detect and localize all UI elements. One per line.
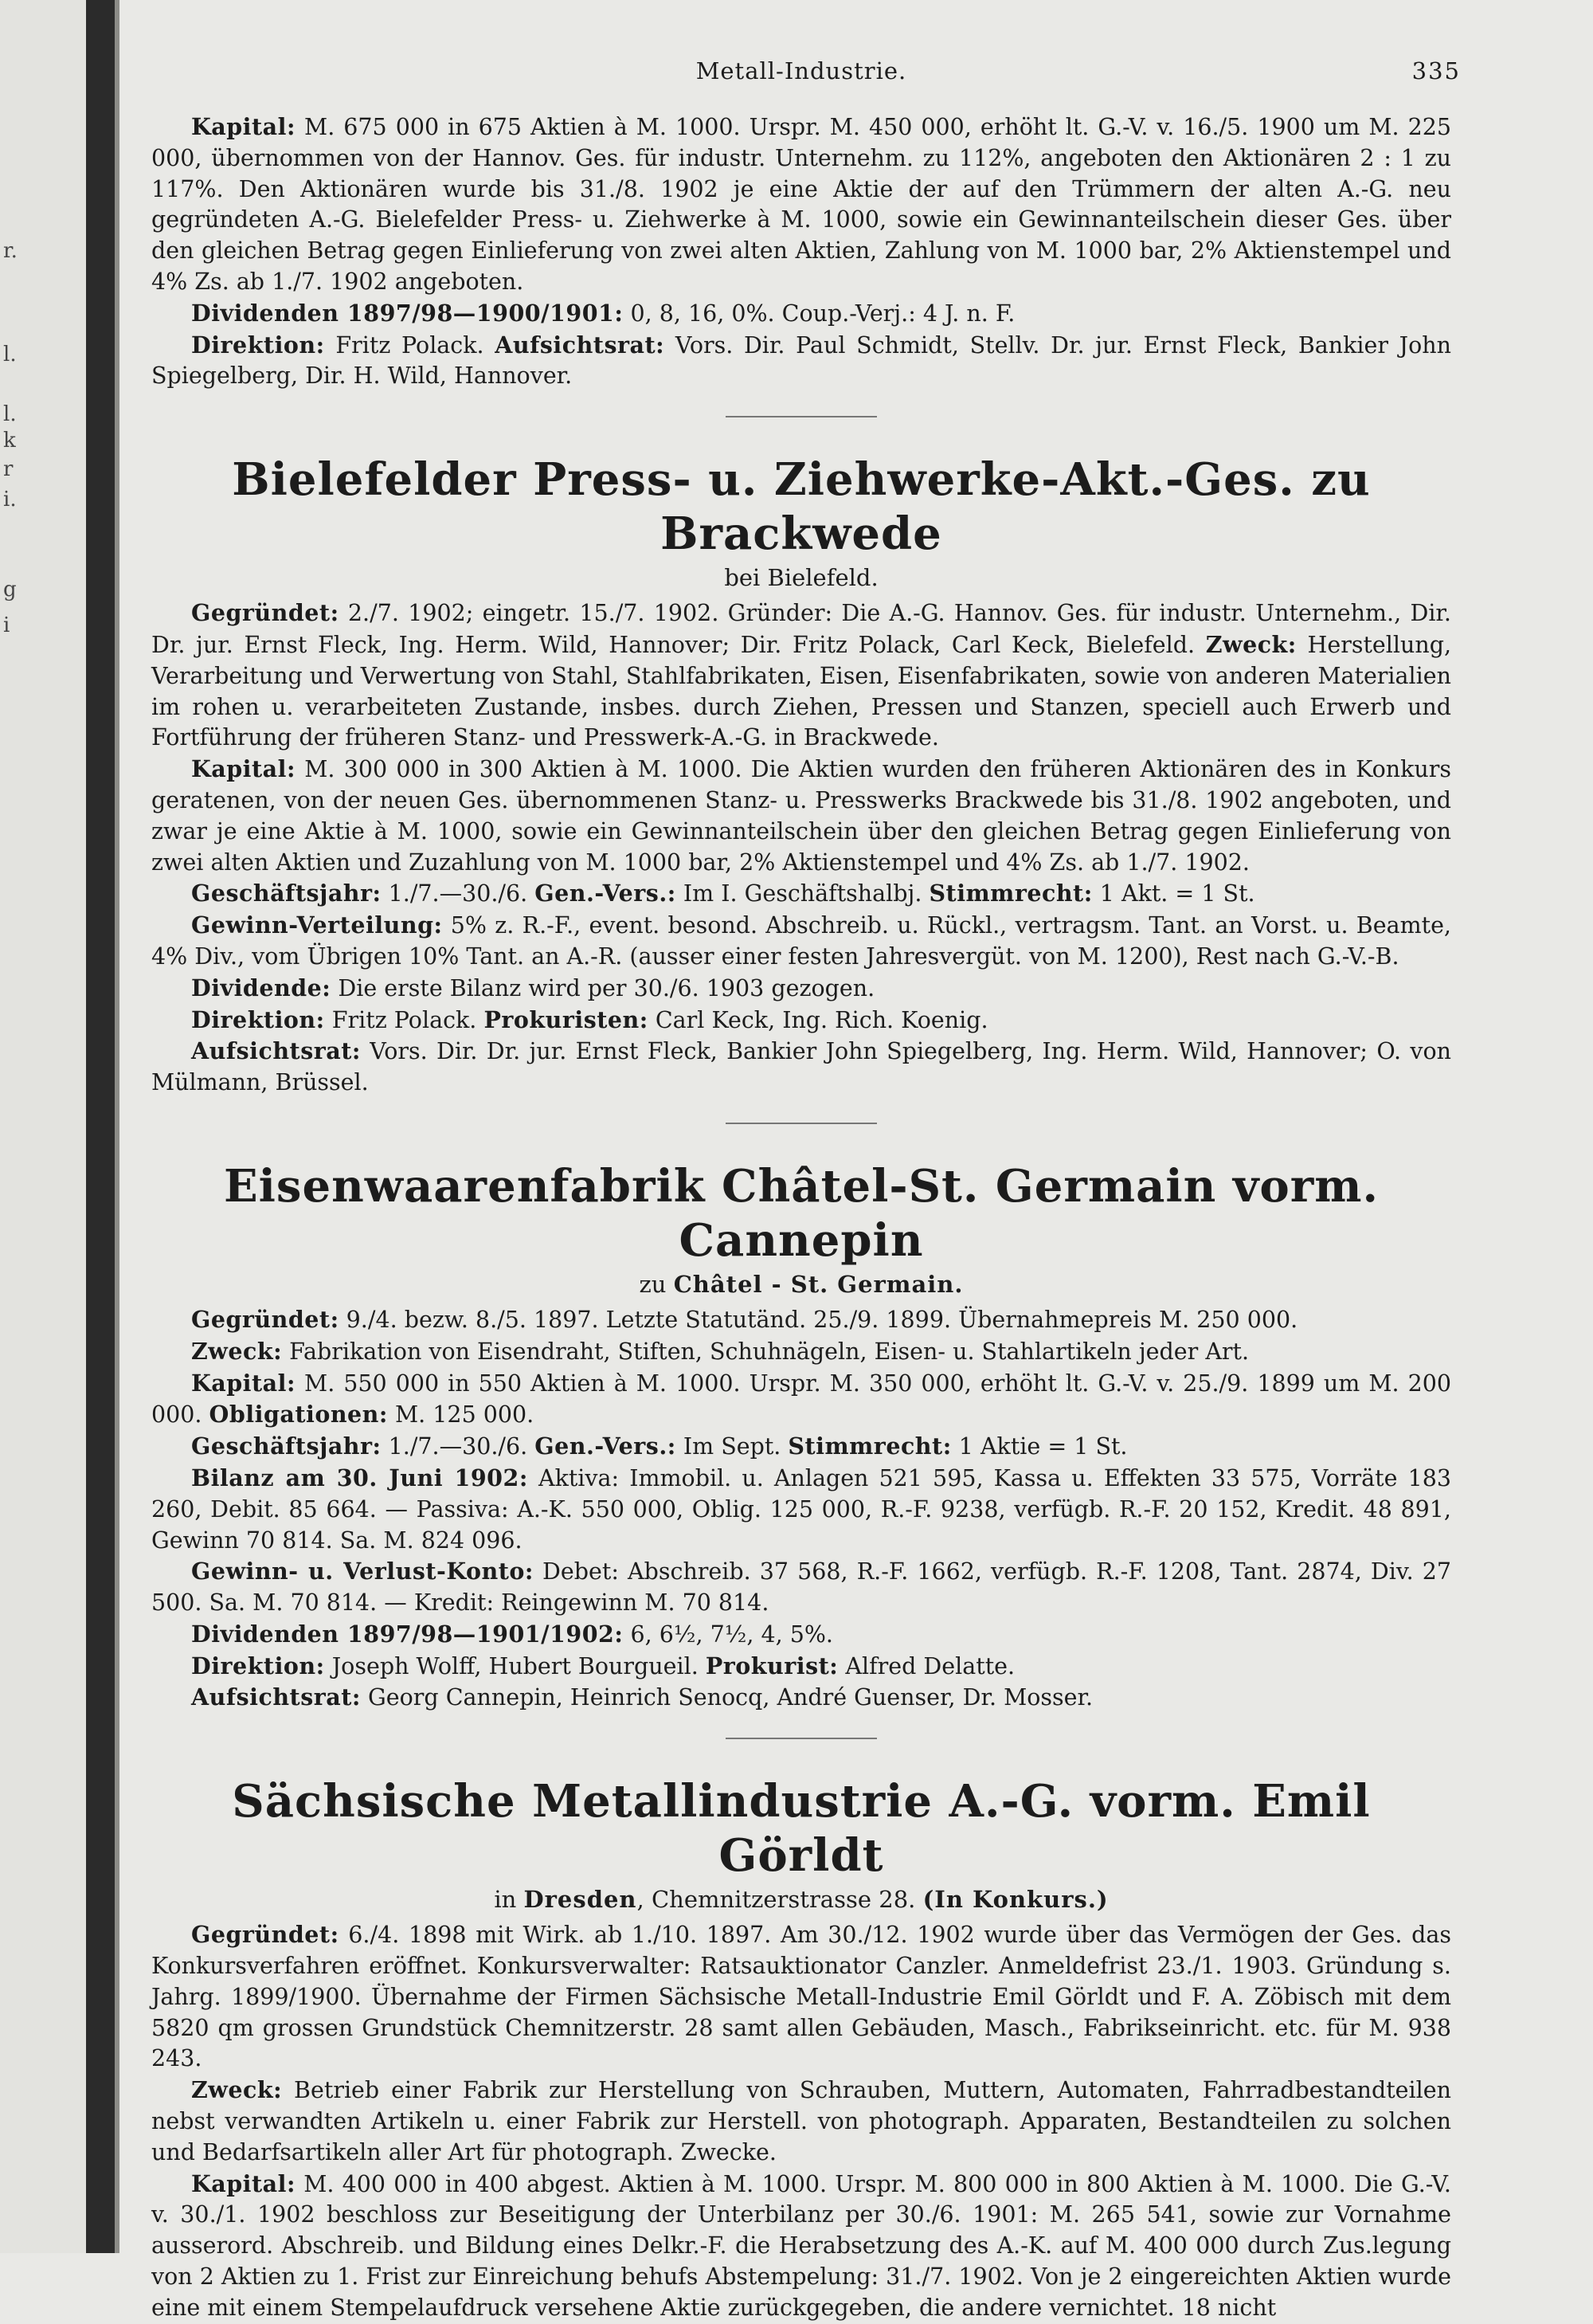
field-text: M. 675 000 in 675 Aktien à M. 1000. Urspr. M. 450 000, erhöht lt. G.-V. v. 16./5. 1900 um M. 225 000, übernommen von der Hannov. Ges. für industr. Unternehm. zu 112%, angeboten den Aktionären 2 : 1 zu 117%. Den Aktionären wurde bis 31./8. 1902 je eine Aktie der auf den Trümmern der alten A.-G. neu gegründeten A.-G. Bielefelder Press- u. Ziehwerke à M. 1000, sowie ein Gewinnanteilschein dieser Ges. über den gleichen Betrag gegen Einlieferung von zwei alten Aktien, Zahlung von M. 1000 bar, 2% Aktienstempel und 4% Zs. ab 1./7. 1902 angeboten. [151, 114, 1451, 295]
field-label: Gen.-Vers.: [534, 880, 676, 907]
book-spine-shadow [86, 0, 115, 2253]
running-title: Metall-Industrie. [695, 57, 907, 84]
field-label: Dividenden 1897/98—1900/1901: [191, 299, 624, 327]
company-title: Sächsische Metallindustrie A.-G. vorm. Emil Görldt [232, 1775, 1371, 1883]
field-label: Aufsichtsrat: [191, 1037, 361, 1065]
field-text: 1./7.—30./6. [381, 1433, 535, 1460]
field-label: Gegründet: [191, 1305, 339, 1333]
entry-paragraph [151, 2075, 1451, 2168]
entry-paragraph [151, 1682, 1451, 1714]
entries-container [151, 112, 1451, 2324]
field-text: 5% z. R.-F., event. besond. Abschreib. u. Rückl., vertragsm. Tant. an Vorst. u. Beamte, 4% Div., vom Übrigen 10% Tant. an A.-R. (ausser einer festen Jahresvergüt. von M. 1200), Rest nach G.-V.-B. [151, 912, 1451, 970]
field-text: Joseph Wolff, Hubert Bourgueil. [324, 1652, 706, 1679]
field-text: 9./4. bezw. 8./5. 1897. Letzte Statutänd. 25./9. 1899. Übernahmepreis M. 250 000. [339, 1306, 1298, 1333]
running-header [151, 56, 1461, 92]
field-label: Dividenden 1897/98—1901/1902: [191, 1620, 624, 1648]
field-text: 1 Aktie = 1 St. [951, 1433, 1128, 1460]
entry-paragraph [151, 878, 1451, 910]
field-label: Zweck: [191, 1337, 283, 1365]
field-label: Gen.-Vers.: [534, 1432, 676, 1460]
field-label: Kapital: [191, 113, 296, 140]
field-label: Obligationen: [209, 1401, 388, 1428]
document-page [151, 56, 1461, 2324]
location-emphasis: (In Konkurs.) [922, 1886, 1109, 1914]
company-location [151, 562, 1451, 593]
entry-paragraph [151, 2169, 1451, 2324]
section-divider [726, 1738, 877, 1739]
entry-paragraph [151, 1651, 1451, 1683]
entry-paragraph [151, 973, 1451, 1005]
margin-fragment: r. [3, 239, 18, 263]
location-text: zu [639, 1270, 674, 1298]
section-divider [726, 416, 877, 417]
company-title: Eisenwaarenfabrik Châtel-St. Germain vorm. Cannepin [223, 1159, 1380, 1267]
field-label: Gewinn-Verteilung: [191, 911, 443, 939]
entry-paragraph [151, 1431, 1451, 1463]
entry-paragraph [151, 754, 1451, 878]
field-text: 0, 8, 16, 0%. Coup.-Verj.: 4 J. n. F. [623, 300, 1016, 327]
field-label: Gegründet: [191, 1921, 339, 1949]
margin-fragment: r [3, 457, 14, 481]
field-text: 6./4. 1898 mit Wirk. ab 1./10. 1897. Am 30./12. 1902 wurde über das Vermögen der Ges. das Konkursverfahren eröffnet. Konkursverwalter: Ratsauktionator Canzler. Anmeldefrist 23./1. 1903. Gründung s. Jahrg. 1899/1900. Übernahme der Firmen Sächsische Metall-Industrie Emil Görldt und F. A. Zöbisch mit dem 5820 qm grossen Grundstück Chemnitzerstr. 28 samt allen Gebäuden, Masch., Fabrikseinricht. etc. für M. 938 243. [151, 1922, 1451, 2072]
entry-paragraph [151, 910, 1451, 973]
field-label: Gewinn- u. Verlust-Konto: [191, 1558, 534, 1585]
company-entry [151, 1738, 1451, 2323]
field-text: 1 Akt. = 1 St. [1092, 880, 1255, 907]
company-entry [151, 112, 1451, 392]
margin-fragment: i [3, 613, 10, 637]
field-text: 2./7. 1902; eingetr. 15./7. 1902. Gründer: Die A.-G. Hannov. Ges. für industr. Unternehm., Dir. Dr. jur. Ernst Fleck, Ing. Herm. Wild, Hannover; Dir. Fritz Polack, Carl Keck, Bielefeld. [151, 600, 1451, 658]
margin-fragment: i. [3, 488, 17, 511]
field-text: M. 400 000 in 400 abgest. Aktien à M. 1000. Urspr. M. 800 000 in 800 Aktien à M. 1000. Die G.-V. v. 30./1. 1902 beschloss zur Beseitigung der Unterbilanz per 30./6. 1901: M. 265 541, sowie zur Vornahme ausserord. Abschreib. und Bildung eines Delkr.-F. die Herabsetzung des A.-K. auf M. 400 000 durch Zus.legung von 2 Aktien zu 1. Frist zur Einreichung behufs Abstempelung: 31./7. 1902. Von je 2 eingereichten Aktien wurde eine mit einem Stempelaufdruck versehene Aktie zurückgegeben, die andere vernichtet. 18 nicht [151, 2170, 1451, 2321]
location-text: , Chemnitzerstrasse 28. [636, 1886, 923, 1914]
location-text: bei Bielefeld. [724, 564, 879, 592]
entry-paragraph [151, 1368, 1451, 1432]
page-number: 335 [1411, 57, 1461, 84]
field-text: Debet: Abschreib. 37 568, R.-F. 1662, verfügb. R.-F. 1208, Tant. 2874, Div. 27 500. Sa. M. 70 814. — Kredit: Reingewinn M. 70 814. [151, 1558, 1451, 1617]
field-text: M. 550 000 in 550 Aktien à M. 1000. Urspr. M. 350 000, erhöht lt. G.-V. v. 25./9. 1899 um M. 200 000. [151, 1370, 1451, 1428]
margin-fragment: g [3, 578, 17, 602]
company-title: Bielefelder Press- u. Ziehwerke-Akt.-Ges. zu Brackwede [232, 453, 1371, 561]
margin-fragment: l. [3, 402, 17, 426]
entry-paragraph [151, 1463, 1451, 1556]
entry-paragraph [151, 112, 1451, 298]
entry-paragraph [151, 1336, 1451, 1368]
spine-edge [115, 0, 119, 2253]
field-label: Stimmrecht: [929, 880, 1093, 907]
entry-paragraph [151, 330, 1451, 393]
location-text: in [494, 1886, 524, 1914]
field-text: Im I. Geschäftshalbj. [675, 880, 930, 907]
location-emphasis: Dresden [523, 1886, 637, 1914]
field-label: Kapital: [191, 1369, 296, 1397]
field-label: Prokurist: [705, 1652, 839, 1679]
field-label: Direktion: [191, 1005, 325, 1033]
field-label: Gegründet: [191, 599, 339, 627]
field-label: Kapital: [191, 755, 296, 783]
entry-paragraph [151, 1005, 1451, 1037]
field-text: M. 300 000 in 300 Aktien à M. 1000. Die Aktien wurden den früheren Aktionären des in Konkurs geratenen, von der neuen Ges. übernommenen Stanz- u. Presswerks Brackwede bis 31./8. 1902 angeboten, und zwar je eine Aktie à M. 1000, sowie ein Gewinnanteilschein über den gleichen Betrag gegen Einlieferung von zwei alten Aktien und Zuzahlung von M. 1000 bar, 2% Aktienstempel und 4% Zs. ab 1./7. 1902. [151, 756, 1451, 876]
field-label: Direktion: [191, 331, 325, 359]
field-text: Aktiva: Immobil. u. Anlagen 521 595, Kassa u. Effekten 33 575, Vorräte 183 260, Debit. 85 664. — Passiva: A.-K. 550 000, Oblig. 125 000, R.-F. 9238, verfügb. R.-F. 20 152, Kredit. 48 891, Gewinn 70 814. Sa. M. 824 096. [151, 1464, 1451, 1554]
field-text: Carl Keck, Ing. Rich. Koenig. [648, 1006, 988, 1033]
field-text: M. 125 000. [387, 1401, 534, 1428]
field-text: Betrieb einer Fabrik zur Herstellung von Schrauben, Muttern, Automaten, Fahrradbestandteilen nebst verwandten Artikeln u. einer Fabrik zur Herstell. von photograph. Apparaten, Bestandteilen zu solchen und Bedarfsartikeln aller Art für photograph. Zwecke. [151, 2077, 1451, 2165]
field-text: Vors. Dir. Paul Schmidt, Stellv. Dr. jur. Ernst Fleck, Bankier John Spiegelberg, Dir. H. Wild, Hannover. [151, 331, 1451, 390]
field-label: Dividende: [191, 974, 331, 1001]
field-text: 6, 6½, 7½, 4, 5%. [623, 1621, 833, 1648]
entry-paragraph [151, 1304, 1451, 1336]
field-text: Fabrikation von Eisendraht, Stiften, Schuhnägeln, Eisen- u. Stahlartikeln jeder Art. [282, 1338, 1250, 1365]
section-divider [726, 1123, 877, 1124]
field-text: Herstellung, Verarbeitung und Verwertung von Stahl, Stahlfabrikaten, Eisen, Eisenfabrikaten, sowie von anderen Materialien im rohen u. verarbeiteten Zustande, insbes. durch Ziehen, Pressen und Stanzen, speciell auch Erwerb und Fortführung der früheren Stanz- und Presswerk-A.-G. in Brackwede. [151, 631, 1452, 751]
entry-paragraph [151, 1619, 1451, 1651]
field-label: Kapital: [191, 2169, 296, 2197]
entry-paragraph [151, 298, 1451, 330]
location-emphasis: Châtel - St. Germain. [673, 1270, 964, 1298]
company-entry [151, 1123, 1451, 1714]
field-label: Prokuristen: [483, 1005, 648, 1033]
entry-paragraph [151, 1036, 1451, 1099]
field-label: Geschäftsjahr: [191, 1432, 382, 1460]
field-label: Zweck: [1205, 630, 1297, 658]
margin-fragment: k [3, 429, 16, 453]
left-margin-prev-page [0, 0, 86, 2253]
field-label: Bilanz am 30. Juni 1902: [191, 1464, 528, 1491]
field-label: Direktion: [191, 1652, 325, 1679]
field-text: Fritz Polack. [324, 331, 495, 359]
field-label: Zweck: [191, 2076, 283, 2104]
company-entry [151, 416, 1451, 1099]
field-text: 1./7.—30./6. [381, 880, 535, 907]
field-text: Im Sept. [675, 1433, 789, 1460]
field-label: Stimmrecht: [788, 1432, 952, 1460]
field-text: Vors. Dir. Dr. jur. Ernst Fleck, Bankier John Spiegelberg, Ing. Herm. Wild, Hannover; O. von Mülmann, Brüssel. [151, 1038, 1451, 1096]
entry-paragraph [151, 1919, 1451, 2075]
entry-paragraph [151, 1556, 1451, 1619]
company-location [151, 1884, 1451, 1914]
field-label: Geschäftsjahr: [191, 880, 382, 907]
field-text: Georg Cannepin, Heinrich Senocq, André Guenser, Dr. Mosser. [360, 1684, 1094, 1711]
field-text: Alfred Delatte. [838, 1652, 1016, 1679]
field-label: Aufsichtsrat: [495, 331, 665, 359]
field-text: Fritz Polack. [324, 1006, 484, 1033]
margin-fragment: l. [3, 343, 17, 366]
field-text: Die erste Bilanz wird per 30./6. 1903 gezogen. [331, 974, 875, 1001]
company-location [151, 1269, 1451, 1299]
field-label: Aufsichtsrat: [191, 1683, 361, 1711]
entry-paragraph [151, 598, 1451, 754]
